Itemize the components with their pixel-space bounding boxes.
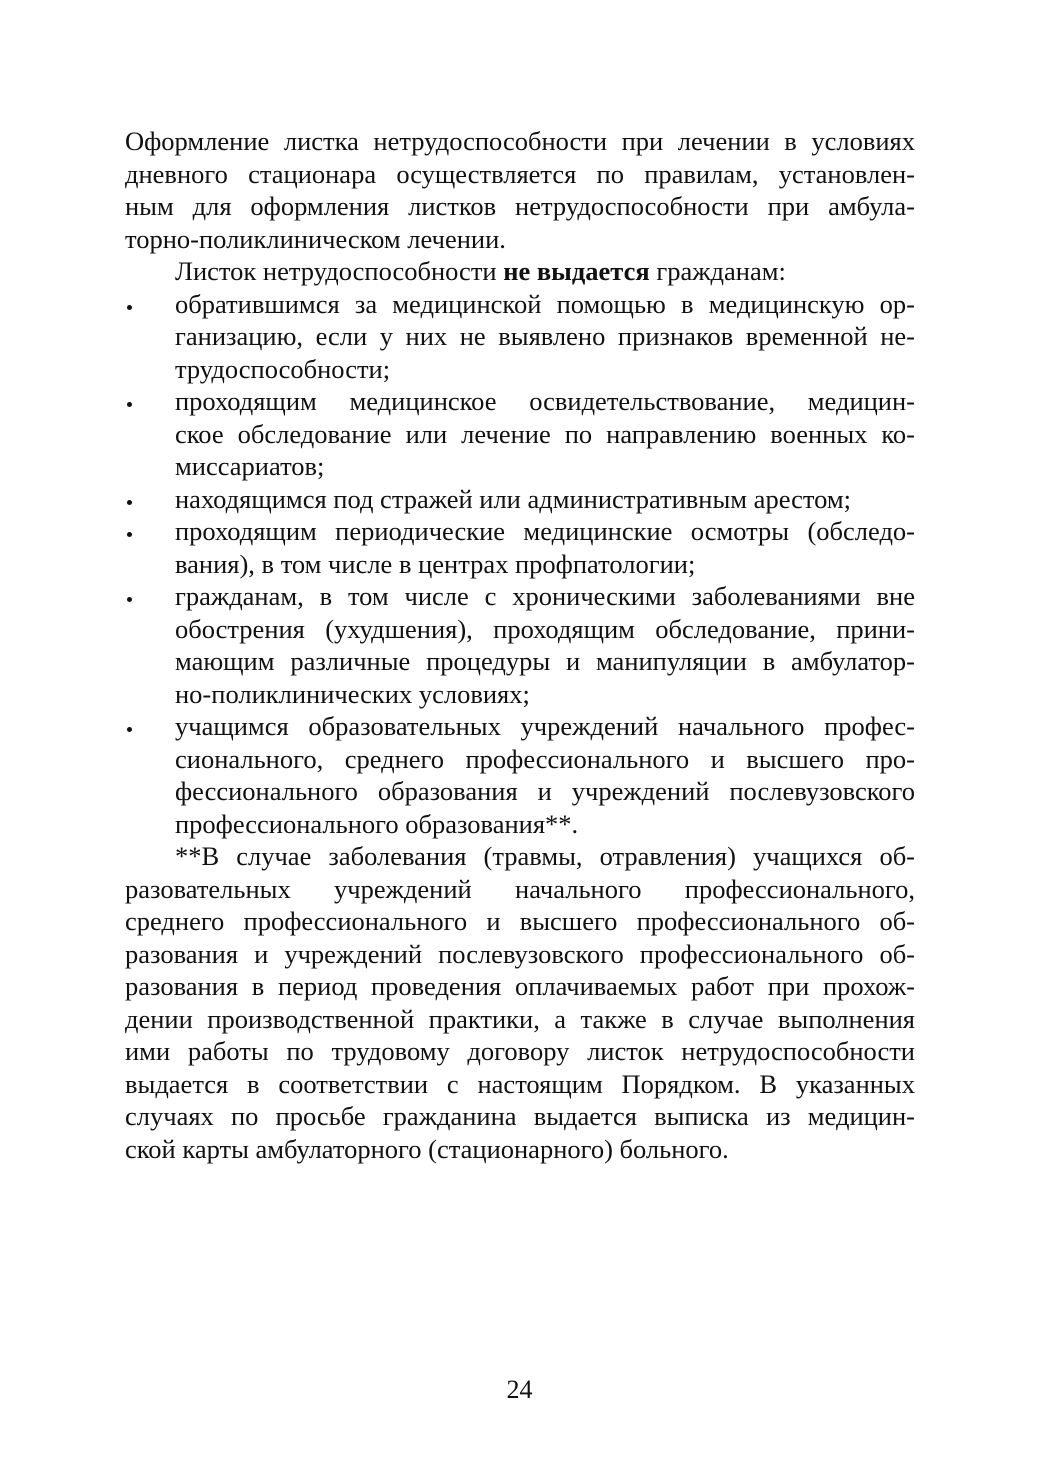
bullet-icon [125, 288, 135, 321]
intro-bold: не выдается [503, 256, 650, 286]
text-line: трудоспособности; [175, 353, 391, 384]
paragraph-day-hospital [125, 125, 915, 255]
bullet-icon [125, 483, 135, 516]
list-item [125, 385, 915, 483]
intro-line [125, 255, 915, 288]
document-page [125, 125, 915, 1165]
text-line: дении производственной практики, а также в случае выполнения [125, 1003, 915, 1034]
text-line: обострения (ухудшения), проходящим обследование, прини- [175, 613, 915, 644]
text-line: ным для оформления листков нетрудоспособности при амбула- [125, 191, 915, 221]
footnote-paragraph [125, 840, 915, 1165]
text-line: разовательных учреждений начального профессионального, [125, 873, 915, 904]
text-line: **В случае заболевания (травмы, отравления) учащихся об- [175, 841, 915, 871]
bullet-icon [125, 385, 135, 418]
text-line: миссариатов; [175, 451, 325, 481]
bullet-list [125, 288, 915, 841]
text-line: проходящим периодические медицинские осмотры (обследо- [175, 516, 915, 546]
list-item [125, 580, 915, 710]
text-line: разования в период проведения оплачиваемых работ при прохож- [125, 971, 915, 1001]
text-line: сионального, среднего профессионального и высшего про- [175, 743, 915, 774]
bullet-icon [125, 580, 135, 613]
text-line: ской карты амбулаторного (стационарного) больного. [125, 1133, 729, 1164]
text-line: фессионального образования и учреждений послевузовского [175, 776, 915, 806]
intro-prefix: Листок нетрудоспособности [175, 256, 504, 286]
text-line: выдается в соответствии с настоящим Порядком. В указанных [125, 1068, 915, 1099]
text-line: обратившимся за медицинской помощью в медицинскую ор- [175, 288, 915, 319]
text-line: проходящим медицинское освидетельствование, медицин- [175, 386, 915, 416]
bullet-icon [125, 515, 135, 548]
text-line: среднего профессионального и высшего профессионального об- [125, 906, 915, 936]
text-line: ими работы по трудовому договору листок нетрудоспособности [125, 1036, 915, 1066]
text-line: учащимся образовательных учреждений начального профес- [175, 711, 915, 741]
list-item [125, 288, 915, 386]
text-line: мающим различные процедуры и манипуляции в амбулатор- [175, 646, 915, 676]
list-item [125, 710, 915, 840]
list-item [125, 515, 915, 580]
text-line: разования и учреждений послевузовского профессионального об- [125, 938, 915, 969]
text-line: профессионального образования**. [175, 808, 579, 839]
text-line: торно-поликлиническом лечении. [125, 223, 506, 254]
text-line: Оформление листка нетрудоспособности при лечении в условиях [125, 126, 915, 156]
bullet-icon [125, 710, 135, 743]
text-line: ское обследование или лечение по направлению военных ко- [175, 418, 915, 449]
text-line: но-поликлинических условиях; [175, 678, 530, 709]
intro-suffix: гражданам: [649, 256, 786, 286]
list-item [125, 483, 915, 516]
text-line: вания), в том числе в центрах профпатологии; [175, 548, 696, 579]
text-line: гражданам, в том числе с хроническими заболеваниями вне [175, 581, 915, 611]
text-line: случаях по просьбе гражданина выдается выписка из медицин- [125, 1101, 915, 1131]
text-line: ганизацию, если у них не выявлено признаков временной не- [175, 321, 915, 351]
text-line: находящимся под стражей или административным арестом; [175, 483, 851, 514]
page-number: 24 [506, 1375, 533, 1404]
text-line: дневного стационара осуществляется по правилам, установлен- [125, 158, 915, 189]
